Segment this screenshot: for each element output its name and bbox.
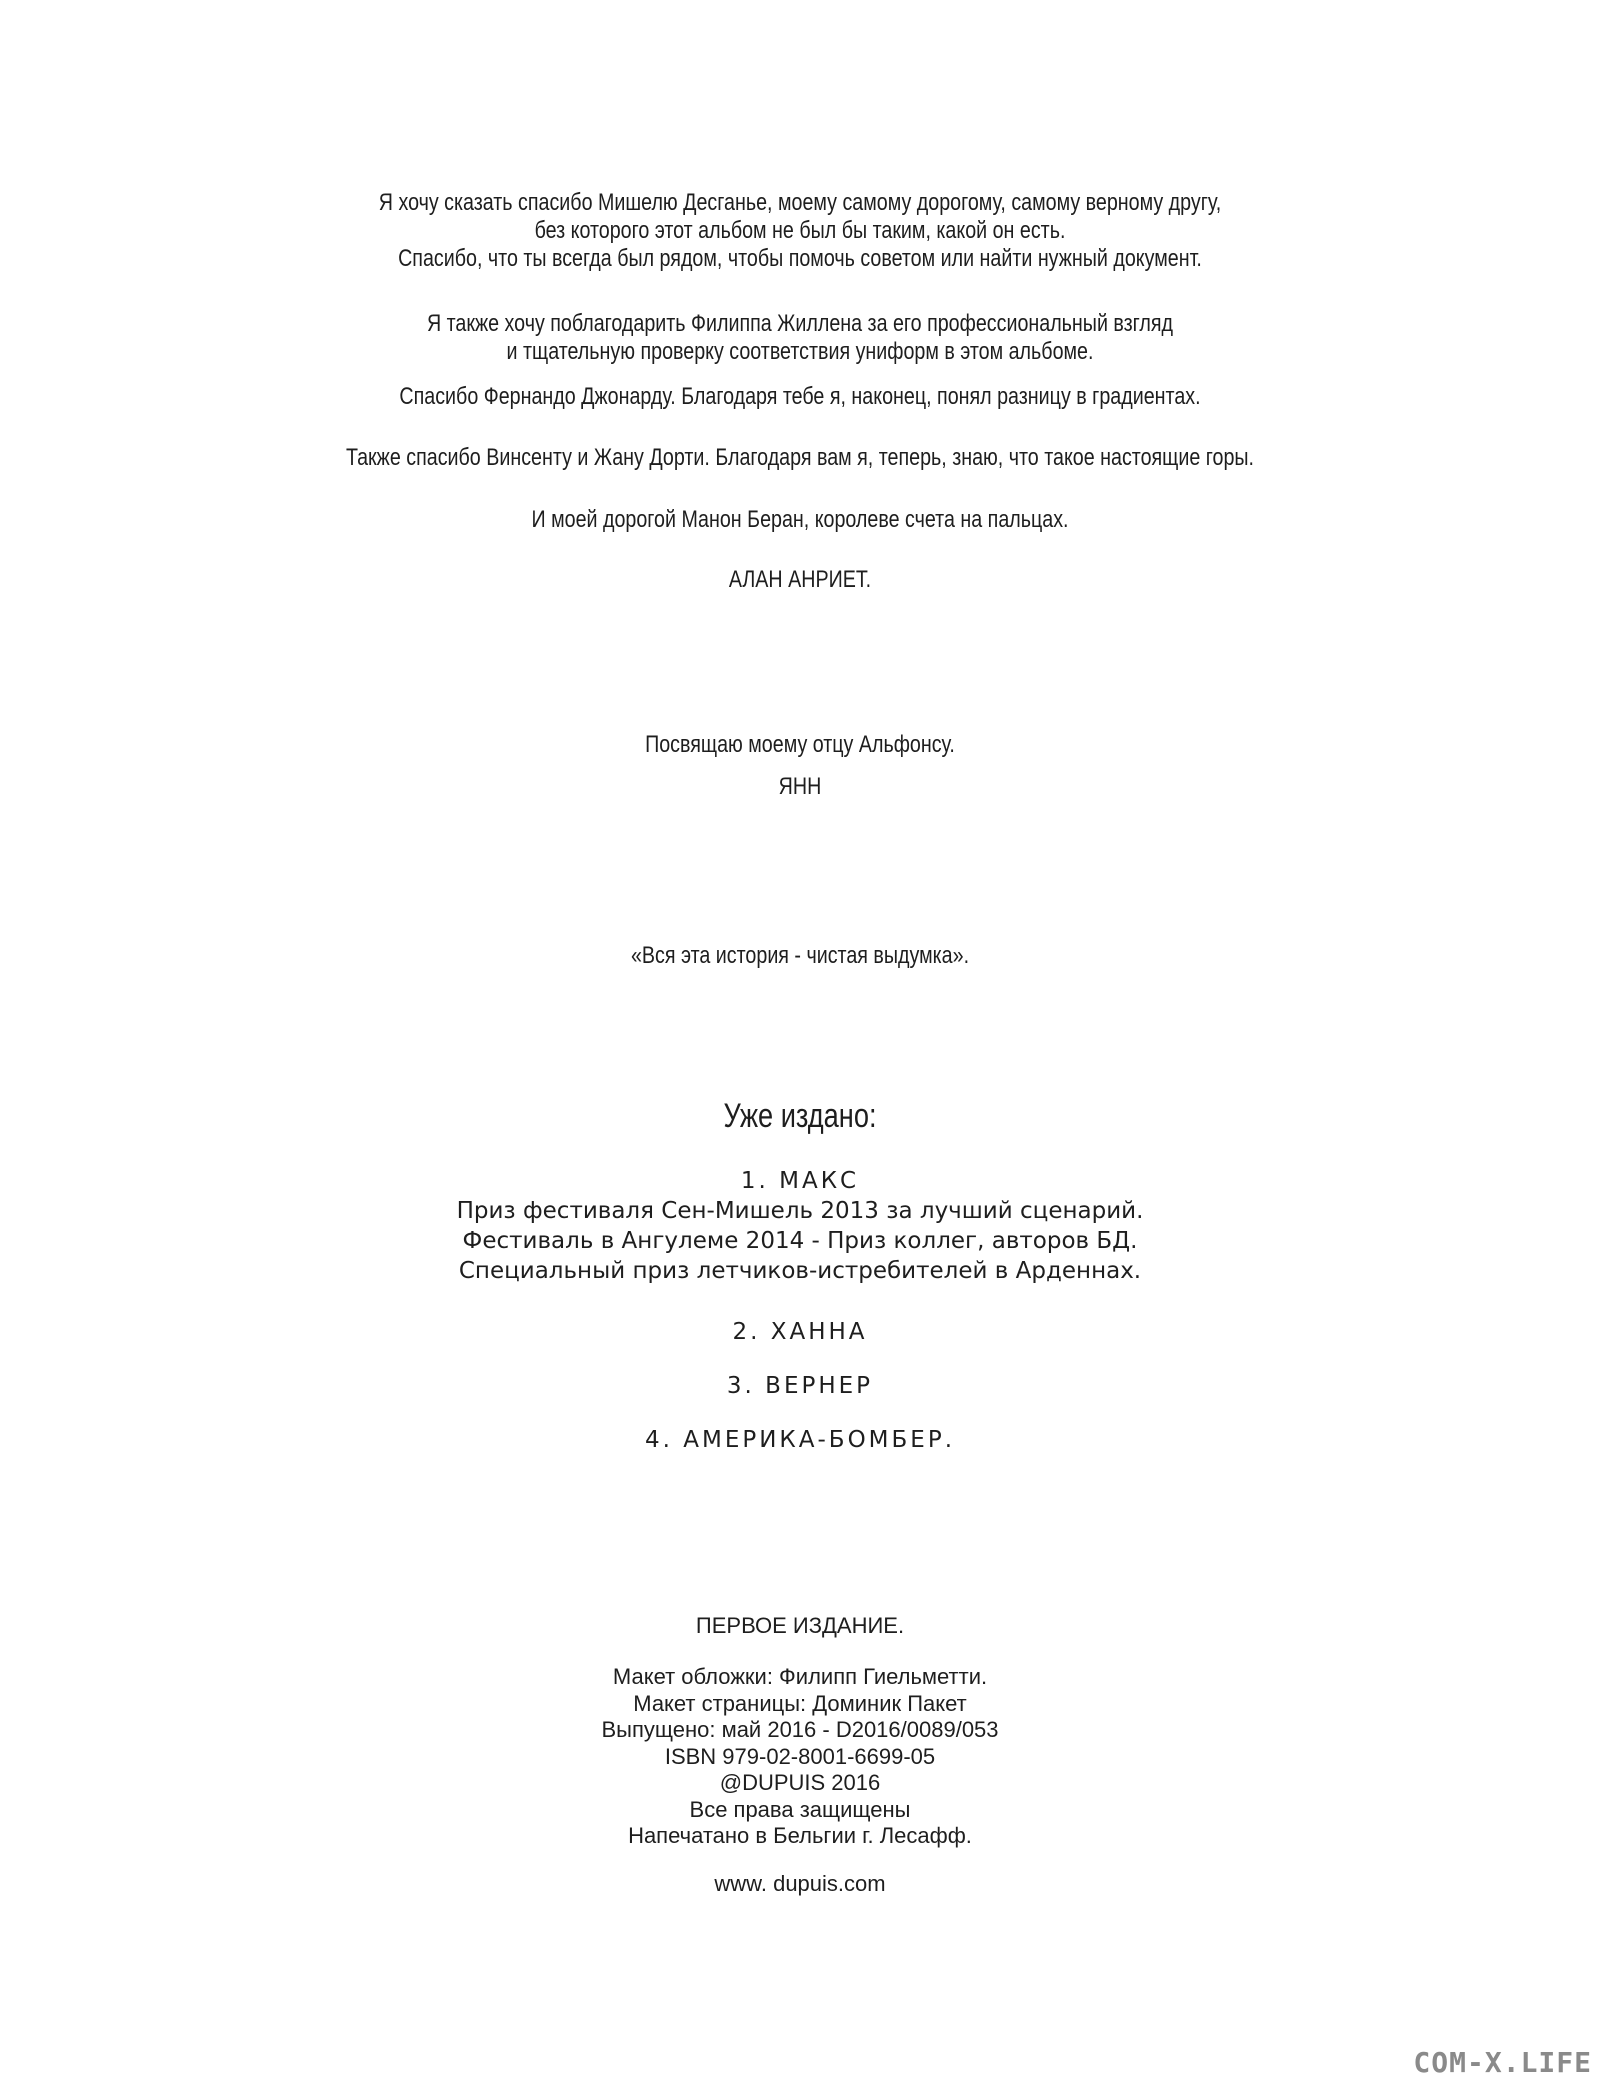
imprint-edition <box>0 1613 1600 1640</box>
acknowledgement-paragraph-5 <box>0 506 1600 534</box>
published-item-2 <box>0 1317 1600 1347</box>
published-item-title: 1. МАКС <box>740 1168 860 1194</box>
acknowledgement-line: без которого этот альбом не был бы таким, какой он есть. <box>534 217 1066 244</box>
acknowledgement-paragraph-4 <box>0 444 1600 472</box>
published-item-title: 2. ХАННА <box>732 1319 868 1345</box>
published-item-title: 3. ВЕРНЕР <box>726 1373 874 1399</box>
published-heading-text: Уже издано: <box>723 1097 877 1135</box>
acknowledgement-line: Спасибо Фернандо Джонарду. Благодаря тебе я, наконец, понял разницу в градиентах. <box>399 383 1201 410</box>
acknowledgement-line: И моей дорогой Манон Беран, королеве счета на пальцах. <box>531 506 1069 533</box>
dedication-signature: ЯНН <box>778 773 822 800</box>
published-item-title: 4. АМЕРИКА-БОМБЕР. <box>644 1427 956 1453</box>
disclaimer <box>0 942 1600 970</box>
published-item-1 <box>0 1166 1600 1286</box>
published-item-award: Приз фестиваля Сен-Мишель 2013 за лучший сценарий. <box>456 1198 1144 1224</box>
acknowledgement-signature <box>0 566 1600 594</box>
imprint-line: Выпущено: май 2016 - D2016/0089/053 <box>601 1717 999 1742</box>
acknowledgement-line: Я также хочу поблагодарить Филиппа Жиллена за его профессиональный взгляд <box>426 310 1174 337</box>
published-item-3 <box>0 1371 1600 1401</box>
watermark-text: COM-X.LIFE <box>1413 2046 1592 2079</box>
dedication-text: Посвящаю моему отцу Альфонсу. <box>645 731 955 758</box>
acknowledgement-paragraph-2 <box>0 310 1600 366</box>
published-item-award: Специальный приз летчиков-истребителей в Арденнах. <box>458 1258 1142 1284</box>
imprint-line: Напечатано в Бельгии г. Лесафф. <box>628 1823 972 1848</box>
published-item-award: Фестиваль в Ангулеме 2014 - Приз коллег, авторов БД. <box>462 1228 1138 1254</box>
imprint-website <box>0 1871 1600 1898</box>
imprint-line: @DUPUIS 2016 <box>719 1770 881 1795</box>
acknowledgement-line: Спасибо, что ты всегда был рядом, чтобы помочь советом или найти нужный документ. <box>398 245 1202 272</box>
acknowledgement-line: и тщательную проверку соответствия униформ в этом альбоме. <box>506 338 1094 365</box>
imprint-line: Все права защищены <box>689 1796 911 1822</box>
imprint-line: Макет обложки: Филипп Гиельметти. <box>612 1664 988 1689</box>
imprint-details <box>0 1664 1600 1850</box>
published-heading <box>0 1097 1600 1136</box>
website-link[interactable]: www. dupuis.com <box>714 1871 886 1896</box>
imprint-line: Макет страницы: Доминик Пакет <box>633 1690 967 1716</box>
acknowledgement-paragraph-3 <box>0 383 1600 411</box>
acknowledgement-line: Также спасибо Винсенту и Жану Дорти. Благодаря вам я, теперь, знаю, что такое настоящие горы. <box>345 444 1255 471</box>
imprint-line: ISBN 979-02-8001-6699-05 <box>664 1743 936 1769</box>
edition-text: ПЕРВОЕ ИЗДАНИЕ. <box>695 1613 905 1638</box>
signature-text: АЛАН АНРИЕТ. <box>728 566 872 593</box>
published-item-4 <box>0 1425 1600 1455</box>
dedication <box>0 731 1600 801</box>
disclaimer-text: «Вся эта история - чистая выдумка». <box>630 942 970 969</box>
acknowledgement-line: Я хочу сказать спасибо Мишелю Десганье, моему самому дорогому, самому верному другу, <box>378 189 1222 216</box>
acknowledgement-paragraph-1 <box>0 189 1600 273</box>
